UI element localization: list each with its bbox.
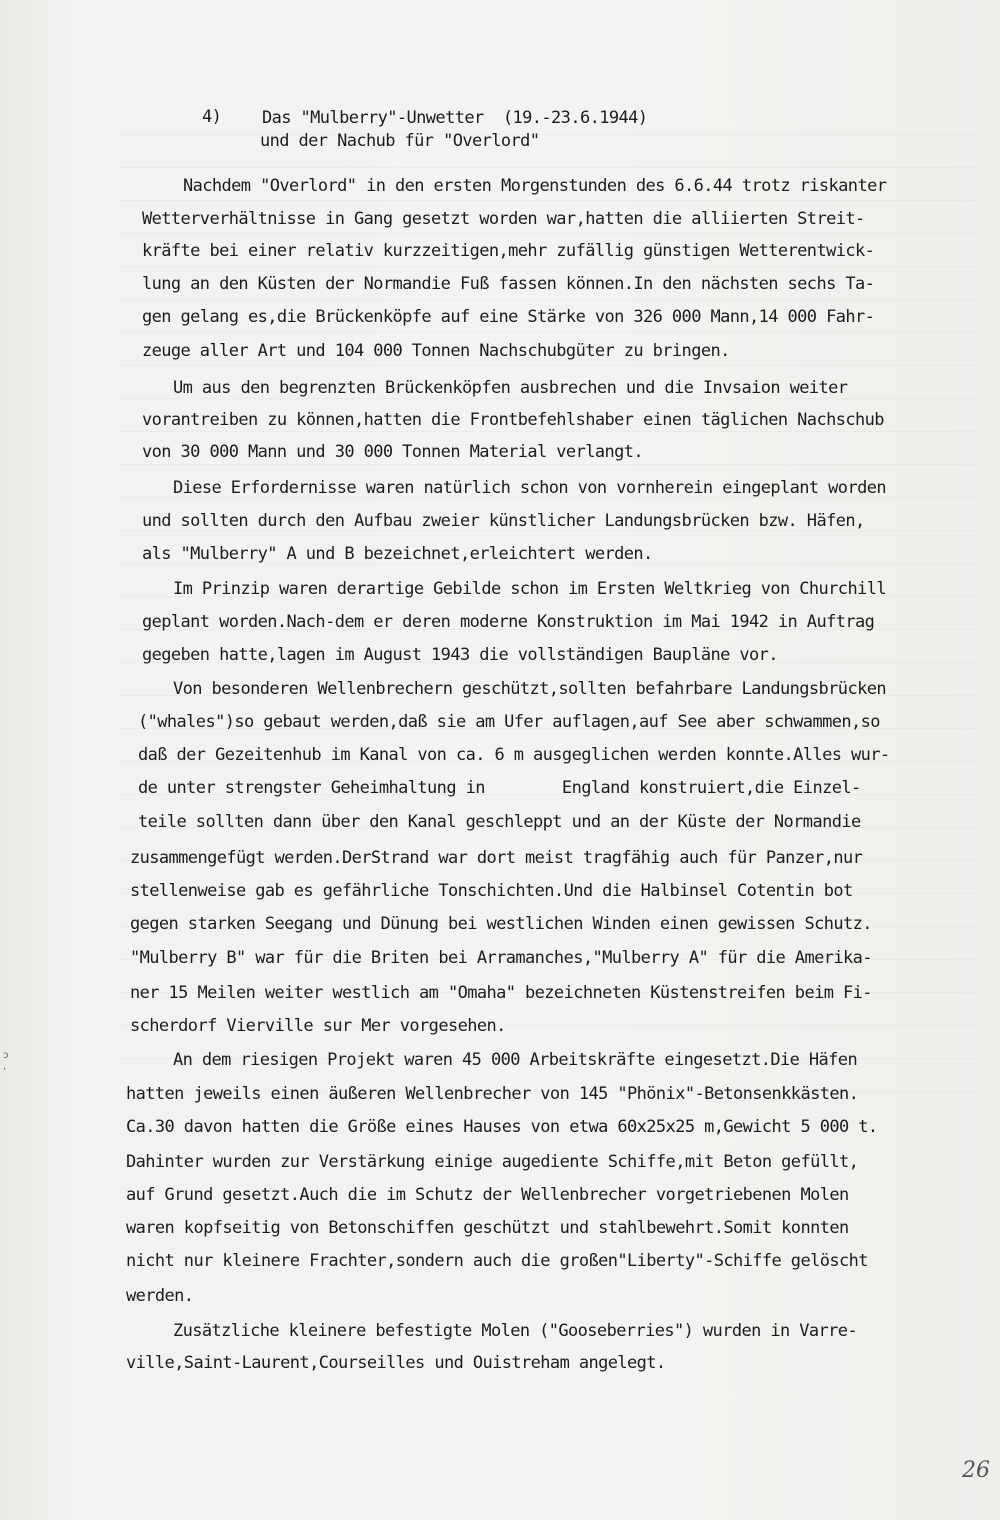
text-line: Um aus den begrenzten Brückenköpfen ausbrechen und die Invsaion weiter — [173, 378, 848, 398]
text-line: de unter strengster Geheimhaltung in England konstruiert,die Einzel- — [138, 778, 861, 798]
text-line: nicht nur kleinere Frachter,sondern auch die großen"Liberty"-Schiffe gelöscht — [126, 1251, 868, 1271]
text-line: Nachdem "Overlord" in den ersten Morgenstunden des 6.6.44 trotz riskanter — [183, 176, 887, 196]
text-line: gegen starken Seegang und Dünung bei westlichen Winden einen gewissen Schutz. — [130, 914, 872, 934]
text-line: teile sollten dann über den Kanal geschleppt und an der Küste der Normandie — [138, 812, 861, 832]
text-line: Von besonderen Wellenbrechern geschützt,sollten befahrbare Landungsbrücken — [173, 679, 886, 699]
text-line: gegeben hatte,lagen im August 1943 die vollständigen Baupläne vor. — [142, 645, 778, 665]
heading-number: 4) — [202, 107, 222, 127]
text-line: stellenweise gab es gefährliche Tonschichten.Und die Halbinsel Cotentin bot — [130, 881, 853, 901]
heading-title-line2: und der Nachub für "Overlord" — [260, 131, 540, 151]
text-line: waren kopfseitig von Betonschiffen geschützt und stahlbewehrt.Somit konnten — [126, 1218, 849, 1238]
text-line: ville,Saint-Laurent,Courseilles und Ouistreham angelegt. — [126, 1353, 666, 1373]
text-line: zeuge aller Art und 104 000 Tonnen Nachschubgüter zu bringen. — [142, 341, 730, 361]
text-line: kräfte bei einer relativ kurzzeitigen,mehr zufällig günstigen Wetterentwick- — [142, 241, 875, 261]
text-line: geplant worden.Nach-dem er deren moderne Konstruktion im Mai 1942 in Auftrag — [142, 612, 875, 632]
text-line: Diese Erfordernisse waren natürlich schon von vornherein eingeplant worden — [173, 478, 886, 498]
text-line: als "Mulberry" A und B bezeichnet,erleichtert werden. — [142, 544, 653, 564]
text-line: Im Prinzip waren derartige Gebilde schon im Ersten Weltkrieg von Churchill — [173, 579, 886, 599]
text-line: lung an den Küsten der Normandie Fuß fassen können.In den nächsten sechs Ta- — [142, 274, 875, 294]
text-line: Dahinter wurden zur Verstärkung einige augediente Schiffe,mit Beton gefüllt, — [126, 1152, 859, 1172]
text-line: daß der Gezeitenhub im Kanal von ca. 6 m ausgeglichen werden konnte.Alles wur- — [138, 745, 890, 765]
text-line: von 30 000 Mann und 30 000 Tonnen Material verlangt. — [142, 442, 644, 462]
text-line: Wetterverhältnisse in Gang gesetzt worden war,hatten die alliierten Streit- — [142, 209, 865, 229]
page-number: 26 — [962, 1458, 990, 1483]
text-line: vorantreiben zu können,hatten die Frontbefehlshaber einen täglichen Nachschub — [142, 410, 884, 430]
text-line: auf Grund gesetzt.Auch die im Schutz der Wellenbrecher vorgetriebenen Molen — [126, 1185, 849, 1205]
heading-title-line1: Das "Mulberry"-Unwetter (19.-23.6.1944) — [262, 108, 648, 128]
text-line: Ca.30 davon hatten die Größe eines Hauses von etwa 60x25x25 m,Gewicht 5 000 t. — [126, 1117, 878, 1137]
text-line: "Mulberry B" war für die Briten bei Arramanches,"Mulberry A" für die Amerika- — [130, 948, 872, 968]
text-line: scherdorf Vierville sur Mer vorgesehen. — [130, 1016, 506, 1036]
text-line: ner 15 Meilen weiter westlich am "Omaha" bezeichneten Küstenstreifen beim Fi- — [130, 983, 872, 1003]
text-line: An dem riesigen Projekt waren 45 000 Arbeitskräfte eingesetzt.Die Häfen — [173, 1050, 858, 1070]
text-line: Zusätzliche kleinere befestigte Molen ("Gooseberries") wurden in Varre- — [173, 1321, 858, 1341]
text-line: gen gelang es,die Brückenköpfe auf eine Stärke von 326 000 Mann,14 000 Fahr- — [142, 307, 875, 327]
text-line: zusammengefügt werden.DerStrand war dort meist tragfähig auch für Panzer,nur — [130, 848, 863, 868]
text-line: und sollten durch den Aufbau zweier künstlicher Landungsbrücken bzw. Häfen, — [142, 511, 865, 531]
text-line: werden. — [126, 1286, 194, 1306]
text-line: ("whales")so gebaut werden,daß sie am Ufer auflagen,auf See aber schwammen,so — [138, 712, 880, 732]
margin-mark: ɔ ‚ — [3, 1050, 9, 1072]
text-line: hatten jeweils einen äußeren Wellenbrecher von 145 "Phönix"-Betonsenkkästen. — [126, 1084, 859, 1104]
